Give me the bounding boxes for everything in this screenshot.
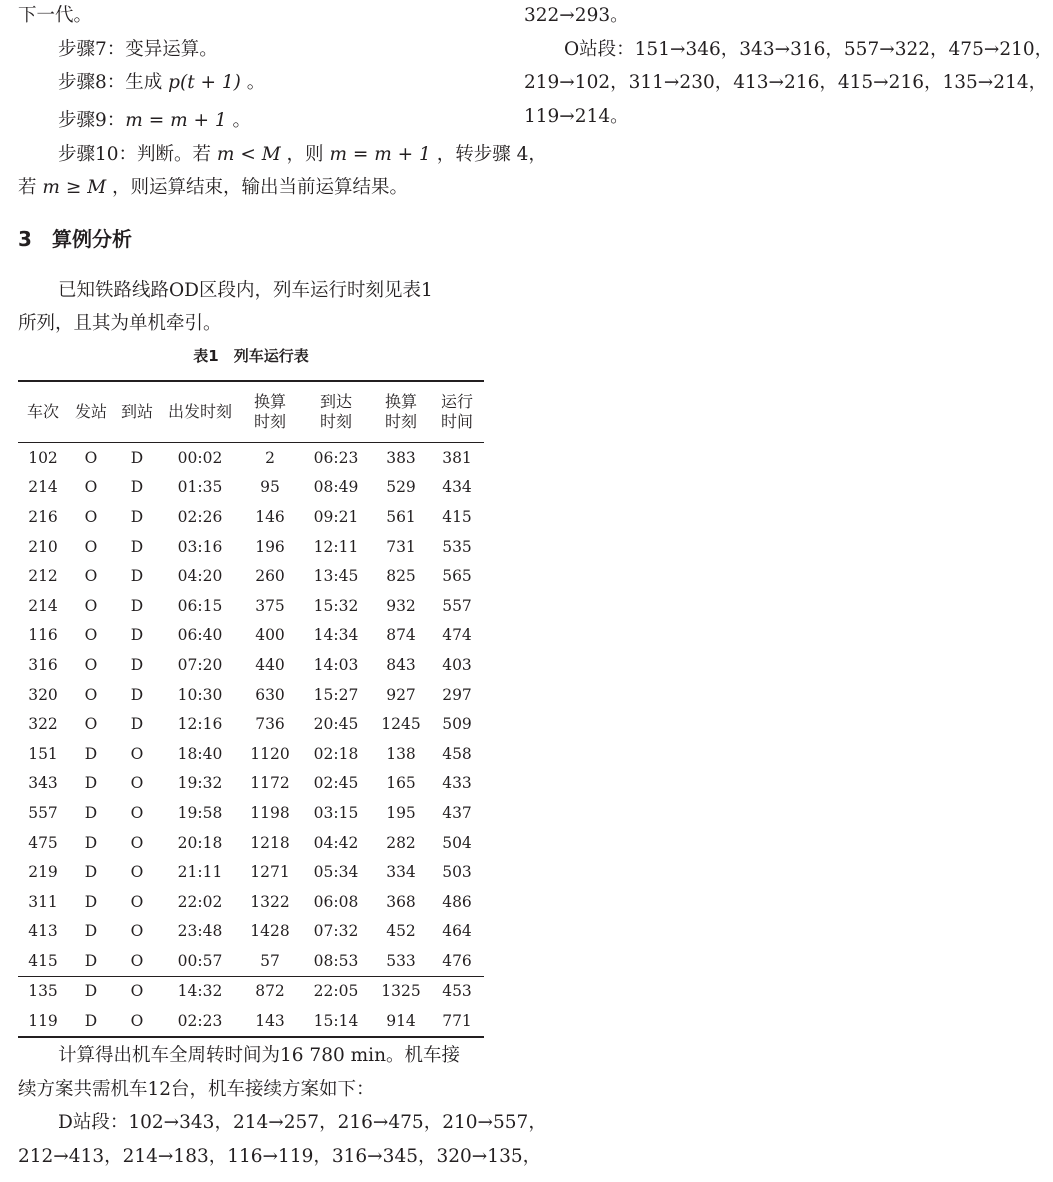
table-cell: 874 [386, 626, 416, 645]
table-cell: 95 [260, 478, 280, 497]
table-row [18, 709, 484, 739]
table-cell: D [84, 833, 98, 852]
column-header: 车次 [18, 381, 68, 443]
d-station-line: 322→293。 [524, 5, 629, 26]
table-cell: 08:53 [313, 951, 359, 970]
table-cell: 13:45 [313, 567, 359, 586]
table-row [18, 976, 484, 1006]
table-row [18, 502, 484, 532]
table-cell: D [84, 951, 98, 970]
table-cell: 05:34 [313, 863, 359, 882]
table-row [18, 769, 484, 799]
table-cell: 440 [255, 655, 285, 674]
paragraph-line: 已知铁路线路OD区段内，列车运行时刻见表1 [58, 280, 433, 301]
table-cell: O [130, 892, 144, 911]
paragraph-line: 续方案共需机车12台，机车接续方案如下： [18, 1079, 375, 1100]
table-row [18, 532, 484, 562]
table-cell: 282 [386, 833, 416, 852]
table-cell: 415 [442, 507, 472, 526]
table-cell: O [84, 596, 98, 615]
table-cell: 383 [386, 448, 416, 467]
table-cell: 143 [240, 1006, 300, 1037]
table-cell: 02:18 [313, 744, 359, 763]
table-cell: 02:23 [160, 1006, 240, 1037]
table-cell: 12:16 [177, 715, 223, 734]
table-cell: 195 [386, 803, 416, 822]
table-body [18, 443, 484, 1037]
table-cell: 771 [430, 1006, 484, 1037]
table-cell: 731 [386, 537, 416, 556]
table-cell: 1198 [250, 803, 290, 822]
table-cell: 927 [386, 685, 416, 704]
table-cell: 196 [255, 537, 285, 556]
table-cell: 458 [442, 744, 472, 763]
table-cell: 138 [386, 744, 416, 763]
table-cell: D [130, 537, 144, 556]
table-cell: 825 [386, 567, 416, 586]
table-row [18, 917, 484, 947]
table-row [18, 473, 484, 503]
table-cell: 557 [442, 596, 472, 615]
table-cell: 561 [386, 507, 416, 526]
table-cell: 15:32 [313, 596, 359, 615]
table-cell: 343 [28, 774, 58, 793]
table-cell: 14:34 [313, 626, 359, 645]
table-cell: 475 [28, 833, 58, 852]
table-cell: 334 [386, 863, 416, 882]
table-cell: 1325 [372, 976, 430, 1006]
paragraph-line: 所列，且其为单机牵引。 [18, 313, 222, 334]
column-header: 到站 [114, 381, 160, 443]
table-cell: O [84, 507, 98, 526]
table-cell: O [84, 537, 98, 556]
table-row [18, 1006, 484, 1037]
column-header: 出发时刻 [160, 381, 240, 443]
table-cell: 464 [442, 922, 472, 941]
table-cell: 06:40 [177, 626, 223, 645]
table-header-row [18, 381, 484, 443]
table-cell: 14:03 [313, 655, 359, 674]
column-header: 换算 时刻 [240, 381, 300, 443]
table-cell: 316 [28, 655, 58, 674]
table-cell: 20:18 [177, 833, 223, 852]
table-cell: O [84, 655, 98, 674]
table-cell: O [84, 478, 98, 497]
table-cell: 135 [18, 976, 68, 1006]
table-cell: 102 [28, 448, 58, 467]
table-cell: 210 [28, 537, 58, 556]
o-station-line: 119→214。 [524, 106, 629, 127]
table-cell: D [84, 774, 98, 793]
text-line: 下一代。 [18, 5, 93, 26]
table-row [18, 887, 484, 917]
column-header: 换算 时刻 [372, 381, 430, 443]
table-cell: O [84, 567, 98, 586]
table-cell: 452 [386, 922, 416, 941]
table-cell: 2 [265, 448, 275, 467]
table-cell: 165 [386, 774, 416, 793]
table-cell: 03:16 [177, 537, 223, 556]
table-cell: 1428 [250, 922, 290, 941]
table-cell: D [84, 803, 98, 822]
paragraph-line: 计算得出机车全周转时间为16 780 min。机车接 [58, 1045, 460, 1066]
table-cell: 06:08 [313, 892, 359, 911]
column-header: 运行 时间 [430, 381, 484, 443]
table-cell: D [68, 1006, 114, 1037]
table-cell: 565 [442, 567, 472, 586]
table-row [18, 561, 484, 591]
formula: p(t + 1) [168, 72, 241, 93]
table-cell: 736 [255, 715, 285, 734]
table-cell: D [130, 448, 144, 467]
table-cell: O [84, 715, 98, 734]
table-cell: O [84, 685, 98, 704]
table-cell: 216 [28, 507, 58, 526]
table-cell: O [130, 774, 144, 793]
table-cell: 297 [442, 685, 472, 704]
table-cell: 529 [386, 478, 416, 497]
table-cell: 311 [28, 892, 58, 911]
table-cell: 872 [240, 976, 300, 1006]
table-cell: 1322 [250, 892, 290, 911]
table-cell: 212 [28, 567, 58, 586]
table-cell: 22:02 [177, 892, 223, 911]
table-cell: 06:15 [177, 596, 223, 615]
table-cell: 116 [28, 626, 58, 645]
o-station-line: 219→102，311→230，413→216，415→216，135→214， [524, 72, 1048, 93]
table-cell: 914 [372, 1006, 430, 1037]
section-title: 算例分析 [52, 227, 132, 251]
column-header: 到达 时刻 [300, 381, 372, 443]
table-cell: 504 [442, 833, 472, 852]
table-cell: O [84, 448, 98, 467]
table-cell: D [130, 567, 144, 586]
table-cell: 509 [442, 715, 472, 734]
table-cell: 630 [255, 685, 285, 704]
table-cell: O [114, 1006, 160, 1037]
table-cell: 214 [28, 478, 58, 497]
table-row [18, 680, 484, 710]
table-cell: D [130, 685, 144, 704]
table-cell: 04:20 [177, 567, 223, 586]
section-number: 3 [18, 227, 32, 251]
formula: m ≥ M [42, 177, 107, 198]
table-cell: 1271 [250, 863, 290, 882]
table-cell: 214 [28, 596, 58, 615]
table-cell: 1172 [250, 774, 290, 793]
table-cell: 09:21 [313, 507, 359, 526]
table-cell: O [130, 833, 144, 852]
table-cell: 15:27 [313, 685, 359, 704]
formula: m = m + 1 [329, 144, 431, 165]
table-cell: 20:45 [313, 715, 359, 734]
table-cell: D [84, 863, 98, 882]
table-cell: 434 [442, 478, 472, 497]
table-row [18, 621, 484, 651]
table-caption: 表1 列车运行表 [193, 347, 309, 365]
table-cell: 400 [255, 626, 285, 645]
table-cell: D [84, 744, 98, 763]
table-cell: 486 [442, 892, 472, 911]
table-cell: 119 [18, 1006, 68, 1037]
table-cell: 375 [255, 596, 285, 615]
table-cell: 21:11 [177, 863, 223, 882]
table-cell: 403 [442, 655, 472, 674]
table-cell: 14:32 [160, 976, 240, 1006]
table-cell: 557 [28, 803, 58, 822]
column-header: 发站 [68, 381, 114, 443]
table-cell: 23:48 [177, 922, 223, 941]
table-cell: 18:40 [177, 744, 223, 763]
table-cell: 476 [442, 951, 472, 970]
table-cell: 437 [442, 803, 472, 822]
table-cell: D [130, 715, 144, 734]
table-cell: 381 [442, 448, 472, 467]
table-cell: 00:02 [177, 448, 223, 467]
table-cell: D [130, 626, 144, 645]
table-cell: 453 [430, 976, 484, 1006]
table-cell: 04:42 [313, 833, 359, 852]
table-cell: D [84, 892, 98, 911]
table-cell: 19:58 [177, 803, 223, 822]
table-cell: D [130, 596, 144, 615]
table-cell: 1120 [250, 744, 290, 763]
table-cell: 322 [28, 715, 58, 734]
table-row [18, 739, 484, 769]
formula: m < M [216, 144, 281, 165]
table-cell: 00:57 [177, 951, 223, 970]
table-cell: 01:35 [177, 478, 223, 497]
table-cell: 474 [442, 626, 472, 645]
table-cell: 1218 [250, 833, 290, 852]
table-cell: 146 [255, 507, 285, 526]
step-7: 步骤7：变异运算。 [58, 39, 218, 60]
table-cell: O [114, 976, 160, 1006]
table-row [18, 946, 484, 976]
section-heading [18, 226, 132, 252]
table-cell: 219 [28, 863, 58, 882]
table-cell: D [84, 922, 98, 941]
step-10: 步骤10：判断。若 m < M ，则 m = m + 1 ，转步骤 4， [58, 144, 547, 165]
table-cell: 503 [442, 863, 472, 882]
table-cell: 413 [28, 922, 58, 941]
step-9: 步骤9：m = m + 1 。 [58, 110, 252, 131]
d-station-line: D站段：102→343，214→257，216→475，210→557， [58, 1112, 547, 1133]
table-cell: 02:45 [313, 774, 359, 793]
table-cell: 15:14 [300, 1006, 372, 1037]
table-cell: 06:23 [313, 448, 359, 467]
table-cell: 10:30 [177, 685, 223, 704]
d-station-line: 212→413，214→183，116→119，316→345，320→135， [18, 1146, 542, 1167]
train-schedule-table [18, 380, 484, 1038]
table-cell: 415 [28, 951, 58, 970]
table-cell: 320 [28, 685, 58, 704]
step-10-line-2: 若 m ≥ M ，则运算结束，输出当前运算结果。 [18, 177, 409, 198]
table-cell: 535 [442, 537, 472, 556]
table-cell: 151 [28, 744, 58, 763]
table-cell: 433 [442, 774, 472, 793]
table-cell: D [68, 976, 114, 1006]
table-cell: O [84, 626, 98, 645]
table-cell: O [130, 744, 144, 763]
table-cell: 932 [386, 596, 416, 615]
table-cell: 03:15 [313, 803, 359, 822]
table-cell: 260 [255, 567, 285, 586]
table-cell: O [130, 863, 144, 882]
table-row [18, 857, 484, 887]
table-cell: 57 [260, 951, 280, 970]
table-cell: O [130, 922, 144, 941]
table-row [18, 798, 484, 828]
table-cell: 07:32 [313, 922, 359, 941]
step-8: 步骤8：生成 p(t + 1) 。 [58, 72, 266, 93]
table-cell: 843 [386, 655, 416, 674]
formula: m = m + 1 [125, 110, 227, 131]
table-cell: 12:11 [313, 537, 359, 556]
table-cell: 08:49 [313, 478, 359, 497]
table-cell: O [130, 803, 144, 822]
o-station-line: O站段：151→346，343→316，557→322，475→210， [564, 39, 1053, 60]
table-cell: 22:05 [300, 976, 372, 1006]
table-row [18, 443, 484, 473]
table-row [18, 650, 484, 680]
table-cell: 07:20 [177, 655, 223, 674]
table-cell: 19:32 [177, 774, 223, 793]
table-row [18, 828, 484, 858]
table-row [18, 591, 484, 621]
table-cell: D [130, 507, 144, 526]
table-cell: 1245 [381, 715, 421, 734]
table-cell: D [130, 478, 144, 497]
table-cell: 368 [386, 892, 416, 911]
table-cell: 02:26 [177, 507, 223, 526]
table-cell: 533 [386, 951, 416, 970]
table-cell: D [130, 655, 144, 674]
table-cell: O [130, 951, 144, 970]
